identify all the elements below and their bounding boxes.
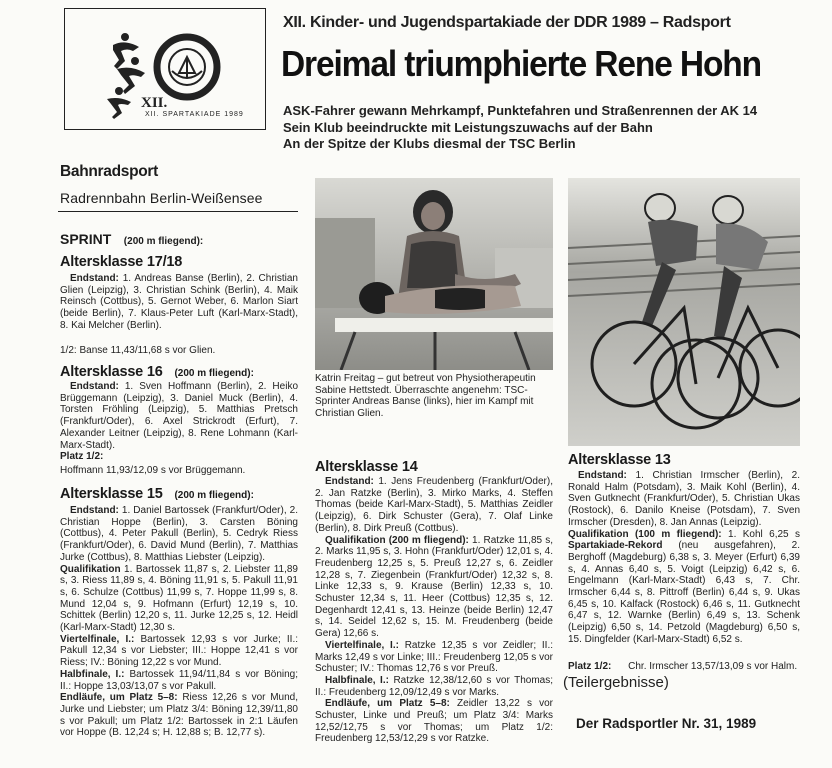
label-qualifikation: Qualifikation [60, 563, 121, 575]
platz-ak13-text: Chr. Irmscher 13,57/13,09 s vor Halm. [628, 661, 798, 672]
source-credit: Der Radsportler Nr. 31, 1989 [576, 716, 757, 731]
halb-ak14: Ratzke 12,38/12,60 s vor Thomas; II.: Freudenberg 12,09/12,49 s vor Marks. [315, 674, 553, 698]
headline: Dreimal triumphierte Rene Hohn [281, 43, 761, 84]
endstand-ak14: 1. Jens Freudenberg (Frankfurt/Oder), 2. Jan Ratzke (Berlin), 3. Mirko Marks, 4. Steffen Thomas (beide Karl-Marx-Stadt), 5. Matthias Zeidler (Leipzig), 6. Dirk Schuster (Gera), 7. Olaf Linke (Berlin), 8. Dirk Preuß (Cottbus). [315, 476, 553, 534]
sprint-label: SPRINT [60, 231, 112, 247]
heading-ak16-title: Altersklasse 16 [60, 364, 163, 380]
heading-ak14: Altersklasse 14 [315, 459, 418, 475]
label-endstand: Endstand: [70, 273, 119, 284]
text-ak13 [568, 470, 800, 646]
label-halbfinale: Halbfinale, I.: [325, 674, 389, 686]
text-ak1718 [60, 273, 298, 332]
text-ak16 [60, 381, 298, 451]
halb-ak15: Bartossek 11,94/11,84 s vor Böning; II.: Hoppe 13,03/13,07 s vor Pakull. [60, 668, 299, 692]
heading-ak1718: Altersklasse 17/18 [60, 254, 183, 270]
photo-sprint-race [568, 178, 800, 446]
photo-caption: Katrin Freitag – gut betreut von Physiotherapeutin Sabine Hettstedt. Überraschte angenehm: TSC-Sprinter Andreas Banse (links), hier im Kampf mit Christian Glien. [315, 373, 536, 419]
viertel-ak15: Bartossek 12,93 s vor Jurke; II.: Pakull 12,34 s vor Liebster; III.: Hoppe 12,41 s vor Riess; IV.: Böning 12,22 s vor Mund. [60, 633, 299, 669]
end-ak14: Zeidler 13,22 s vor Schuster, Linke und Preuß; um Platz 3/4: Marks 12,52/12,75 s vor Thomas; um Platz 1/2: Freudenberg 12,53/12,29 s vor Ratzke. [315, 698, 554, 745]
label-endstand: Endstand: [70, 381, 119, 392]
heading-ak13: Altersklasse 13 [568, 452, 671, 468]
label-endlaeufe: Endläufe, um Platz 5–8: [325, 698, 450, 710]
label-qualifikation: Qualifikation (100 m fliegend): [568, 528, 722, 540]
label-endlaeufe: Endläufe, um Platz 5–8: [60, 692, 178, 704]
platz-ak16 [60, 451, 298, 463]
note-partial-results: (Teilergebnisse) [563, 674, 669, 691]
photo-physiotherapy [315, 178, 553, 370]
heading-ak15-sub: (200 m fliegend): [174, 490, 254, 501]
label-rekord: Spartakiade-Rekord [568, 540, 663, 552]
halbfinal-ak1718: 1/2: Banse 11,43/11,68 s vor Glien. [60, 345, 216, 356]
heading-ak16-sub: (200 m fliegend): [174, 368, 254, 379]
heading-ak15 [60, 486, 254, 502]
end-ak15: Riess 12,26 s vor Mund, Jurke und Liebster; um Platz 3/4: Böning 12,39/11,80 s vor Pakull; um Platz 1/2: Bartossek in 2:1 Läufen vor Hoppe (B. 12,24 s; H. 12,88 s; B. 12,77 s). [60, 692, 298, 739]
supertitle: XII. Kinder- und Jugendspartakiade der DDR 1989 – Radsport [283, 14, 731, 31]
label-endstand: Endstand: [325, 476, 374, 487]
subheadlines [283, 103, 828, 153]
platz-ak13 [568, 661, 800, 673]
subheadline: Sein Klub beeindruckte mit Leistungszuwachs auf der Bahn [283, 119, 653, 135]
logo-caption: XII. SPARTAKIADE 1989 [145, 111, 244, 118]
quali-ak15: 1. Bartossek 11,87 s, 2. Liebster 11,89 s, 3. Riess 11,89 s, 4. Böning 11,91 s, 5. Pakull 11,91 s, 6. Schulze (Cottbus) 11,99 s, 7. Hoppe 11,99 s, 8. Mund 12,04 s, 9. Hofmann (Erfurt) 12,19 s, 10. Schittek (Berlin) 12,20 s, 11. Jurke 12,25 s, 12. Heidl (Karl-Marx-Stadt) 12,30 s. [60, 563, 298, 634]
label-qualifikation: Qualifikation (200 m fliegend): [325, 534, 469, 546]
endstand-ak16: 1. Sven Hoffmann (Berlin), 2. Heiko Brüggemann (Leipzig), 3. Daniel Muck (Berlin), 4. Torsten Fröhling (Leipzig), 5. Matthias Pretsch (Frankfurt/Oder), 6. Axel Strickrodt (Erfurt), 7. Alexander Leitner (Leipzig), 8. Rene Lohmann (Karl-Marx-Stadt). [60, 381, 298, 451]
spartakiade-logo-box [64, 8, 266, 130]
text-ak14 [315, 476, 553, 745]
subheadline: An der Spitze der Klubs diesmal der TSC Berlin [283, 136, 576, 151]
subheadline: ASK-Fahrer gewann Mehrkampf, Punktefahren und Straßenrennen der AK 14 [283, 103, 758, 118]
quali-ak13-rest: (neu ausgefahren), 2. Berghoff (Magdeburg) 6,38 s, 3. Meyer (Erfurt) 6,39 s, 4. Annas 6,40 s, 5. Voigt (Leipzig) 6,42 s, 6. Engelmann (Karl-Marx-Stadt) 6,43 s, 7. Chr. Irmscher 6,44 s, 8. Pittroff (Berlin) 6,44 s, 9. Ukas 6,45 s, 10. Kalfack (Rostock) 6,46 s, 11. Gutknecht 6,47 s, 12. Warnke (Berlin) 6,49 s, 13. Schenk (Leipzig) 6,50 s, 14. Petzold (Magdeburg) 6,50 s, 15. Dingfelder (Karl-Marx-Stadt) 6,52 s. [568, 540, 801, 645]
section-title: Bahnradsport [60, 163, 159, 180]
logo-numeral: XII. [141, 95, 168, 111]
label-halbfinale: Halbfinale, I.: [60, 668, 125, 680]
sprint-subtitle: (200 m fliegend): [123, 236, 204, 247]
sprint-race-photo-icon [568, 178, 800, 446]
quali-ak14: 1. Ratzke 11,85 s, 2. Marks 11,95 s, 3. Hohn (Frankfurt/Oder) 12,01 s, 4. Freudenberg 12,25 s, 5. Preuß 12,27 s, 6. Zeidler 12,28 s, 7. Ziegenbein (Frankfurt/Oder) 12,32 s, 8. Linke 12,33 s, 9. Krause (Berlin) 12,33 s, 10. Schuster 12,34 s, 11. Heer (Cottbus) 12,35 s, 12. Degenhardt 12,41 s, 13. Heinze (beide Berlin) 12,47 s, 14. Seidel 12,62 s, 15. M. Freudenberg (beide Gera) 12,66 s. [315, 534, 553, 640]
heading-ak15-title: Altersklasse 15 [60, 486, 163, 502]
label-platz: Platz 1/2: [60, 451, 104, 462]
sprint-heading [60, 231, 203, 249]
platz-ak16-text: Hoffmann 11,93/12,09 s vor Brüggemann. [60, 465, 246, 476]
quali-ak13-first: 1. Kohl 6,25 s [728, 528, 800, 540]
divider [58, 211, 298, 212]
endstand-ak1718: 1. Andreas Banse (Berlin), 2. Christian Glien (Leipzig), 3. Christian Schink (Berlin), 4. Maik Reinsch (Cottbus), 5. Gernot Weber, 6. Marlon Siart (beide Berlin), 7. Klaus-Peter Luft (Karl-Marx-Stadt), 8. Kai Melcher (Berlin). [60, 273, 298, 331]
endstand-ak15: 1. Daniel Bartossek (Frankfurt/Oder), 2. Christian Hoppe (Berlin), 3. Carsten Böning (Cottbus), 4. Peter Pakull (Berlin), 5. Cedryk Riess (Frankfurt/Oder), 6. David Mund (Berlin), 7. Matthias Jurke (Cottbus), 8. Matthias Liebster (Leipzig). [60, 505, 298, 563]
label-viertelfinale: Viertelfinale, I.: [60, 633, 135, 645]
label-viertelfinale: Viertelfinale, I.: [325, 639, 399, 651]
endstand-ak13: 1. Christian Irmscher (Berlin), 2. Ronald Halm (Potsdam), 3. Maik Kohl (Berlin), 4. Sven Gutknecht (Frankfurt/Oder), 5. Christian Ukas (Rostock), 6. Danilo Kneise (Potsdam), 7. Sven Irmscher (Dresden), 8. Jan Annas (Leipzig). [568, 470, 801, 528]
physiotherapy-photo-icon [315, 178, 553, 370]
label-endstand: Endstand: [578, 470, 627, 481]
text-ak15 [60, 505, 298, 739]
heading-ak16 [60, 364, 254, 380]
viertel-ak14: Ratzke 12,35 s vor Zeidler; II.: Marks 12,49 s vor Linke; III.: Freudenberg 12,05 s vor Schuster; IV.: Thomas 12,76 s vor Preuß. [315, 639, 554, 675]
venue: Radrennbahn Berlin-Weißensee [60, 190, 263, 206]
label-endstand: Endstand: [70, 505, 119, 516]
label-platz: Platz 1/2: [568, 661, 612, 672]
